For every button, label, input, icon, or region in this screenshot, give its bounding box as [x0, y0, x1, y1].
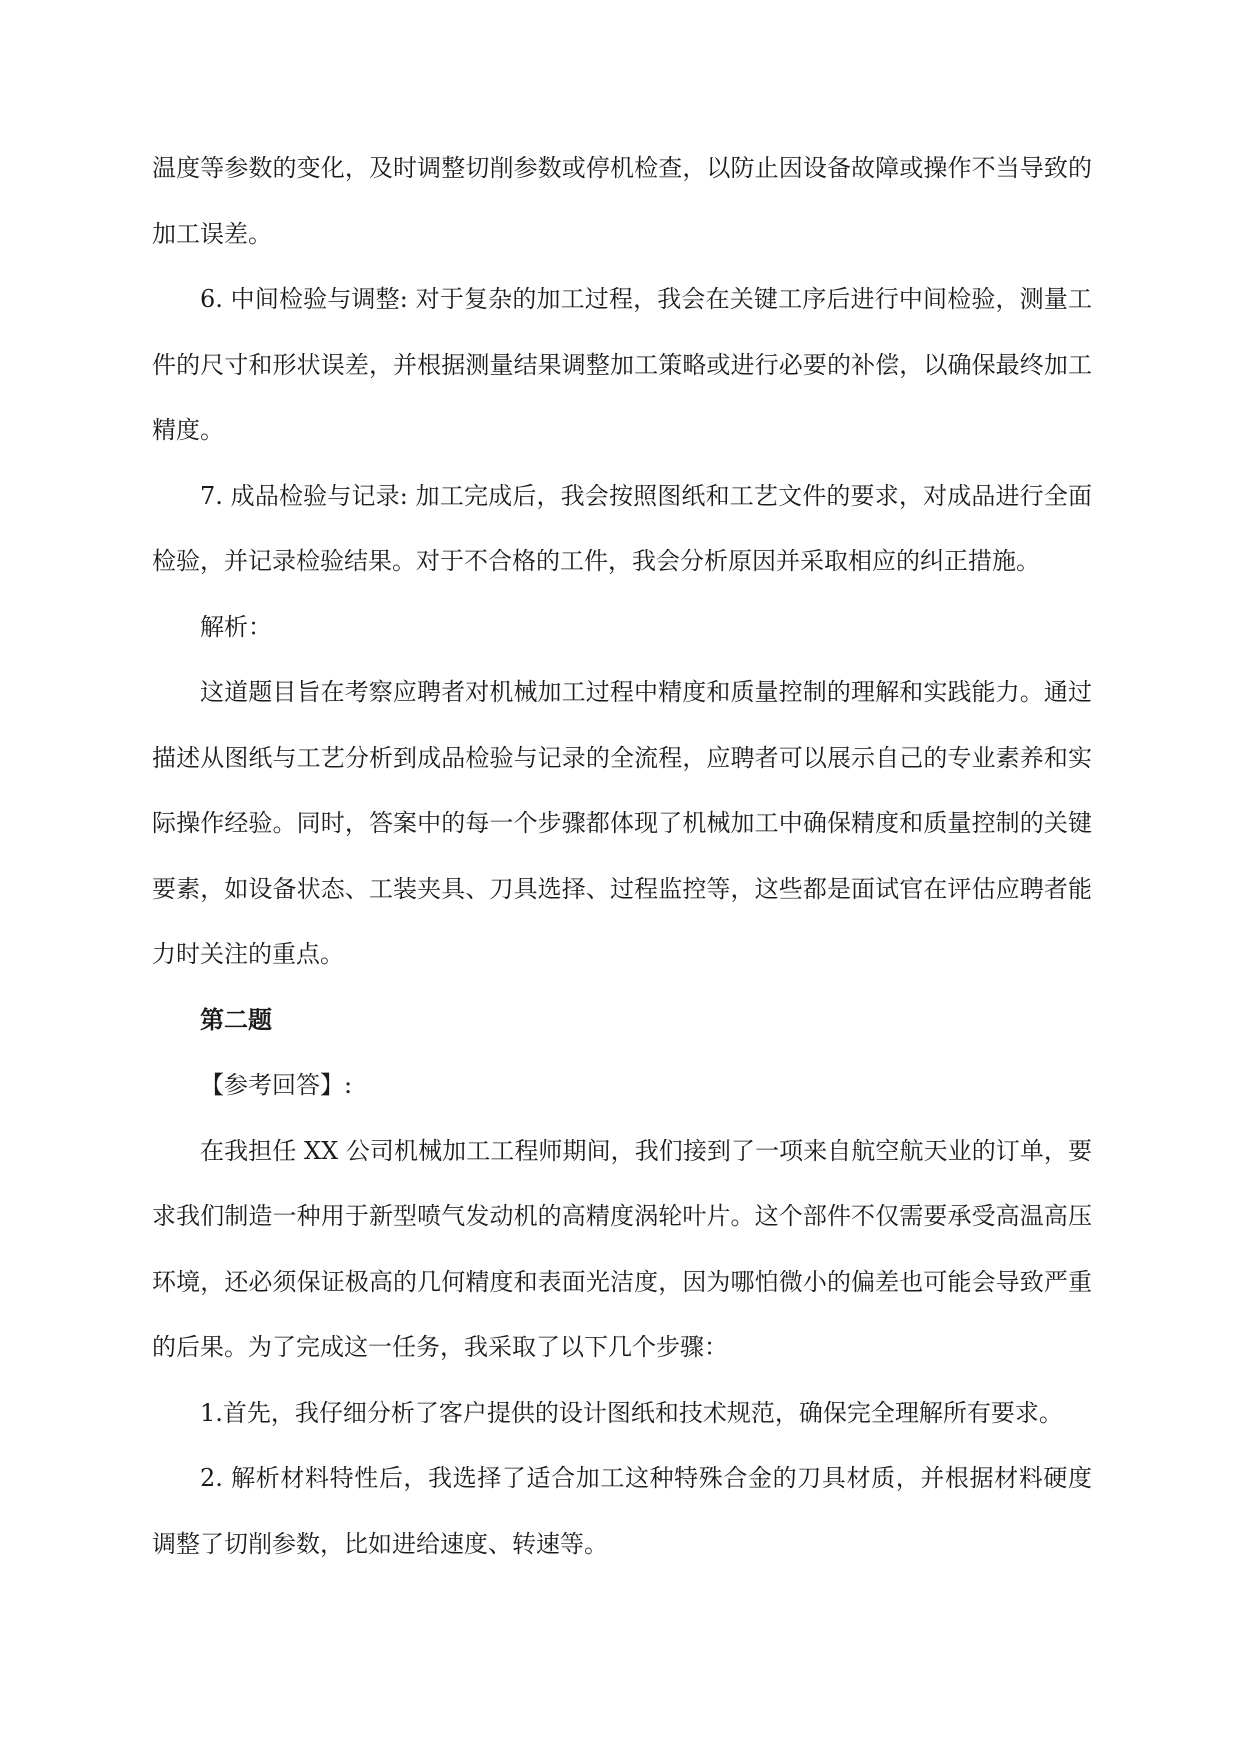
answer-intro-paragraph: 在我担任 XX 公司机械加工工程师期间，我们接到了一项来自航空航天业的订单，要求我们制造一种用于新型喷气发动机的高精度涡轮叶片。这个部件不仅需要承受高温高压环境，还必须保证极高的几何精度和表面光洁度，因为哪怕微小的偏差也可能会导致严重的后果。为了完成这一任务，我采取了以下几个步骤： [152, 1136, 1092, 1361]
answer-step-2: 2. 解析材料特性后，我选择了适合加工这种特殊合金的刀具材质，并根据材料硬度调整了切削参数，比如进给速度、转速等。 [152, 1464, 1092, 1558]
analysis-paragraph: 这道题目旨在考察应聘者对机械加工过程中精度和质量控制的理解和实践能力。通过描述从图纸与工艺分析到成品检验与记录的全流程，应聘者可以展示自己的专业素养和实际操作经验。同时，答案中的每一个步骤都体现了机械加工中确保精度和质量控制的关键要素，如设备状态、工装夹具、刀具选择、过程监控等，这些都是面试官在评估应聘者能力时关注的重点。 [152, 678, 1092, 968]
paragraph-continuation: 温度等参数的变化，及时调整切削参数或停机检查，以防止因设备故障或操作不当导致的加工误差。 [152, 154, 1092, 248]
section-heading: 第二题 [200, 1005, 272, 1034]
reference-answer-label: 【参考回答】: [200, 1071, 353, 1099]
paragraph-step-6: 6. 中间检验与调整: 对于复杂的加工过程，我会在关键工序后进行中间检验，测量工件的尺寸和形状误差，并根据测量结果调整加工策略或进行必要的补偿，以确保最终加工精度。 [152, 285, 1092, 444]
document-body [152, 136, 1092, 1577]
paragraph-step-7: 7. 成品检验与记录: 加工完成后，我会按照图纸和工艺文件的要求，对成品进行全面检验，并记录检验结果。对于不合格的工件，我会分析原因并采取相应的纠正措施。 [152, 481, 1092, 575]
analysis-label: 解析： [200, 612, 272, 641]
answer-step-1: 1.首先，我仔细分析了客户提供的设计图纸和技术规范，确保完全理解所有要求。 [200, 1398, 1063, 1427]
